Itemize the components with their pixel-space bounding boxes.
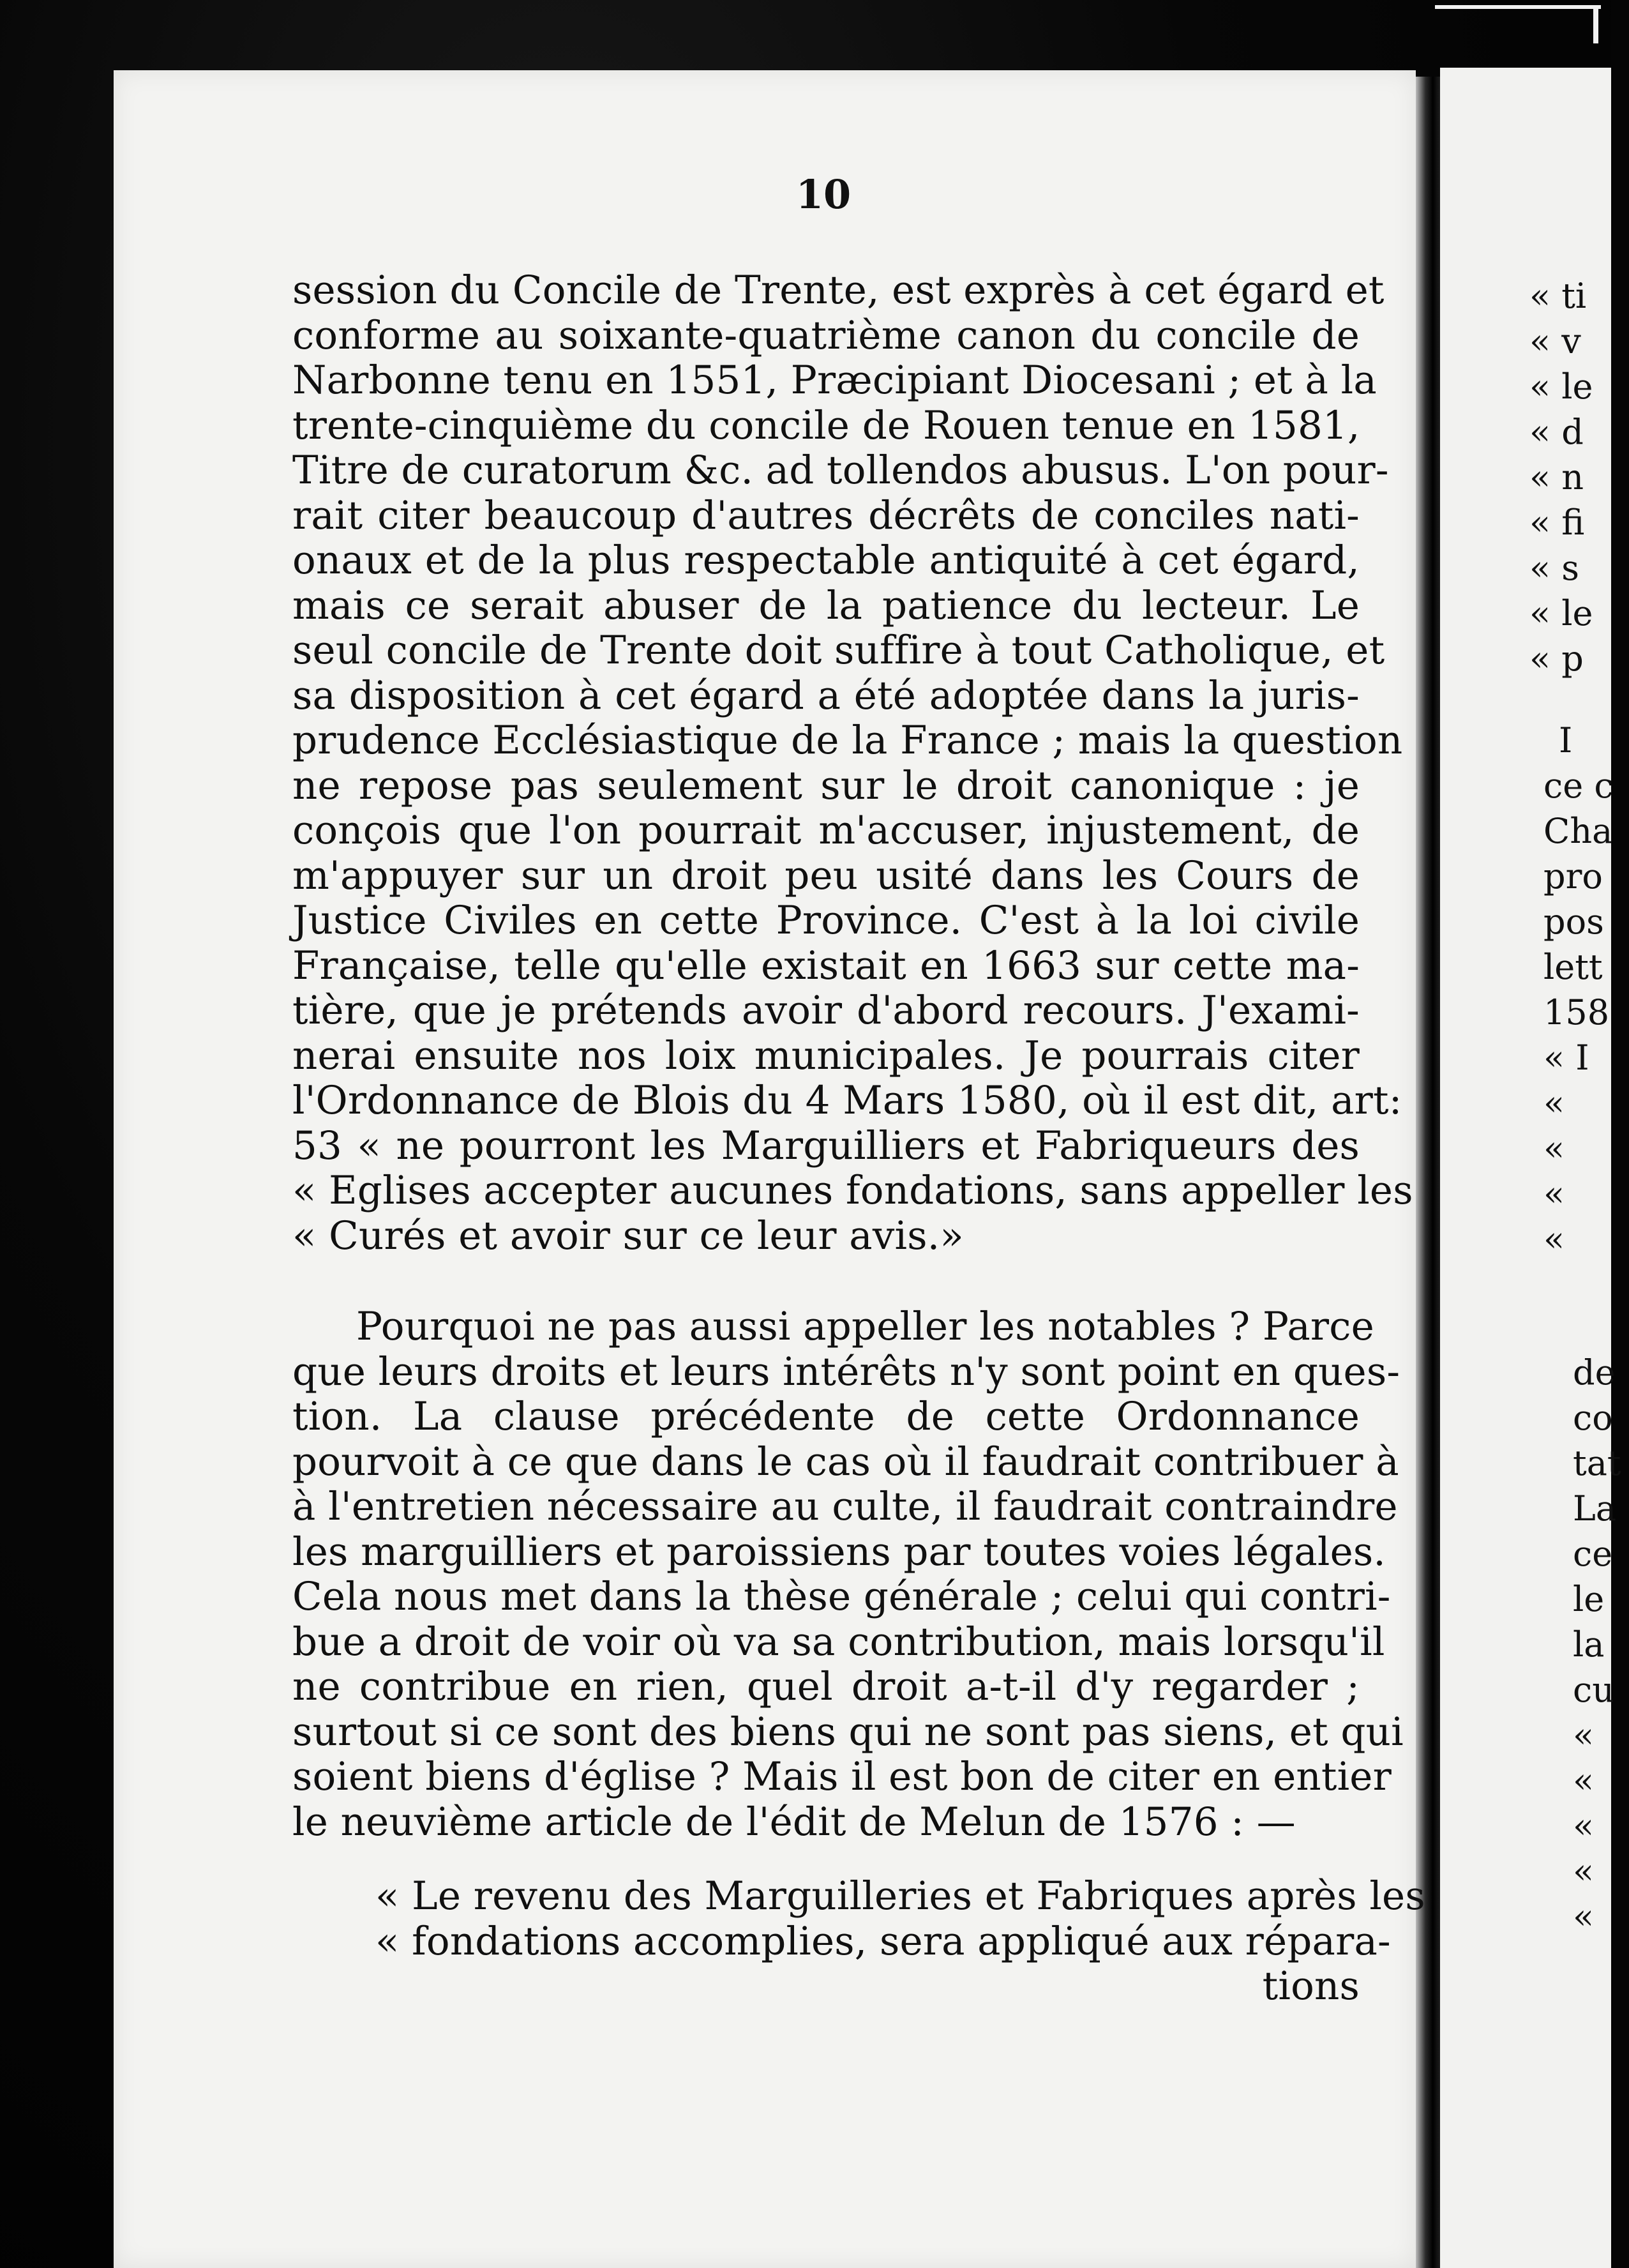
- facing-page-top-lines: [1529, 273, 1593, 681]
- text-line: Pourquoi ne pas aussi appeller les notables ? Parce: [356, 1304, 1374, 1349]
- text-line: nerai ensuite nos loix municipales. Je pourrais citer: [292, 1032, 1360, 1078]
- facing-line: « le: [1529, 593, 1593, 633]
- facing-line: 158: [1543, 992, 1610, 1032]
- paragraph-1: [292, 268, 1413, 1259]
- facing-line: co: [1573, 1398, 1613, 1438]
- facing-line: tat: [1573, 1443, 1621, 1483]
- text-line: Cela nous met dans la thèse générale ; celui qui contri-: [292, 1574, 1391, 1619]
- facing-page-middle-lines: [1543, 718, 1614, 1262]
- facing-line: «: [1543, 1128, 1565, 1168]
- text-line: mais ce serait abuser de la patience du lecteur. Le: [292, 582, 1360, 628]
- facing-line: Cha: [1543, 811, 1613, 851]
- facing-line: « d: [1529, 412, 1584, 452]
- facing-line: «: [1573, 1806, 1595, 1846]
- facing-line: pro: [1543, 856, 1603, 896]
- text-line: ne contribue en rien, quel droit a-t-il d'y regarder ;: [292, 1664, 1360, 1709]
- text-line: à l'entretien nécessaire au culte, il faudrait contraindre: [292, 1484, 1398, 1529]
- text-line: « fondations accomplies, sera appliqué aux répara-: [375, 1918, 1391, 1964]
- page-number: 10: [795, 171, 852, 218]
- text-line: prudence Ecclésiastique de la France ; mais la question: [292, 718, 1403, 763]
- facing-line: « n: [1529, 457, 1584, 497]
- text-line: Justice Civiles en cette Province. C'est à la loi civile: [292, 898, 1360, 943]
- facing-line: le: [1573, 1579, 1605, 1619]
- text-line: Narbonne tenu en 1551, Præcipiant Diocesani ; et à la: [292, 358, 1377, 403]
- text-line: « Curés et avoir sur ce leur avis.»: [292, 1213, 964, 1259]
- paragraph-3: [292, 1873, 1425, 2009]
- text-line: trente-cinquième du concile de Rouen tenue en 1581,: [292, 402, 1360, 448]
- text-line: Française, telle qu'elle existait en 1663 sur cette ma-: [292, 942, 1360, 988]
- text-line: onaux et de la plus respectable antiquité à cet égard,: [292, 538, 1360, 583]
- text-line: « Le revenu des Marguilleries et Fabriques après les: [375, 1873, 1425, 1919]
- text-line: sa disposition à cet égard a été adoptée dans la juris-: [292, 672, 1360, 718]
- facing-line: de: [1573, 1352, 1616, 1393]
- facing-line: « le: [1529, 367, 1593, 407]
- facing-line: ce: [1573, 1534, 1613, 1574]
- facing-line: « fi: [1529, 503, 1585, 543]
- book-gutter: [1416, 77, 1440, 2268]
- facing-page-lower-lines: [1573, 1350, 1621, 1939]
- text-line: surtout si ce sont des biens qui ne sont pas siens, et qui: [292, 1709, 1404, 1755]
- text-line: conforme au soixante-quatrième canon du concile de: [292, 312, 1360, 358]
- facing-line: « s: [1529, 548, 1579, 588]
- text-line: conçois que l'on pourrait m'accuser, injustement, de: [292, 808, 1360, 853]
- text-line: pourvoit à ce que dans le cas où il faudrait contribuer à: [292, 1439, 1399, 1485]
- facing-line: «: [1573, 1851, 1595, 1891]
- facing-line: « ti: [1529, 276, 1587, 316]
- text-line: « Eglises accepter aucunes fondations, sans appeller les: [292, 1168, 1413, 1213]
- text-line: tière, que je prétends avoir d'abord recours. J'exami-: [292, 988, 1360, 1033]
- facing-line: «: [1543, 1174, 1565, 1214]
- text-line: bue a droit de voir où va sa contribution, mais lorsqu'il: [292, 1619, 1385, 1665]
- facing-line: «: [1573, 1760, 1595, 1801]
- facing-line: La: [1573, 1488, 1617, 1529]
- facing-line: I: [1559, 720, 1573, 760]
- text-line: Titre de curatorum &c. ad tollendos abusus. L'on pour-: [292, 448, 1389, 493]
- facing-line: ce c: [1543, 766, 1614, 806]
- scan-corner-mark: [1435, 5, 1601, 31]
- facing-line: «: [1573, 1715, 1595, 1755]
- text-line: 53 « ne pourront les Marguilliers et Fabriqueurs des: [292, 1123, 1360, 1168]
- text-line: tion. La clause précédente de cette Ordonnance: [292, 1394, 1360, 1439]
- facing-line: la: [1573, 1624, 1605, 1665]
- catchword: tions: [1262, 1963, 1360, 2009]
- facing-line: lett: [1543, 947, 1603, 987]
- text-line: soient biens d'église ? Mais il est bon de citer en entier: [292, 1754, 1392, 1799]
- text-line: que leurs droits et leurs intérêts n'y sont point en ques-: [292, 1349, 1400, 1395]
- facing-line: « v: [1529, 321, 1581, 361]
- facing-line: « I: [1543, 1038, 1589, 1078]
- paragraph-2: [292, 1304, 1404, 1845]
- text-line: l'Ordonnance de Blois du 4 Mars 1580, où il est dit, art:: [292, 1078, 1402, 1123]
- facing-line: pos: [1543, 902, 1604, 942]
- text-line: rait citer beaucoup d'autres décrêts de conciles nati-: [292, 492, 1360, 538]
- text-line: ne repose pas seulement sur le droit canonique : je: [292, 762, 1360, 808]
- main-text-block: [292, 268, 1425, 2009]
- facing-line: «: [1573, 1896, 1595, 1937]
- text-line: session du Concile de Trente, est exprès à cet égard et: [292, 268, 1385, 313]
- facing-line: « p: [1529, 639, 1584, 679]
- facing-line: «: [1543, 1219, 1565, 1259]
- text-line: les marguilliers et paroissiens par toutes voies légales.: [292, 1529, 1386, 1575]
- facing-line: «: [1543, 1083, 1565, 1123]
- text-line: m'appuyer sur un droit peu usité dans les Cours de: [292, 852, 1360, 898]
- text-line: seul concile de Trente doit suffire à tout Catholique, et: [292, 628, 1385, 673]
- facing-line: cu: [1573, 1670, 1615, 1710]
- text-line: le neuvième article de l'édit de Melun de 1576 : —: [292, 1799, 1296, 1845]
